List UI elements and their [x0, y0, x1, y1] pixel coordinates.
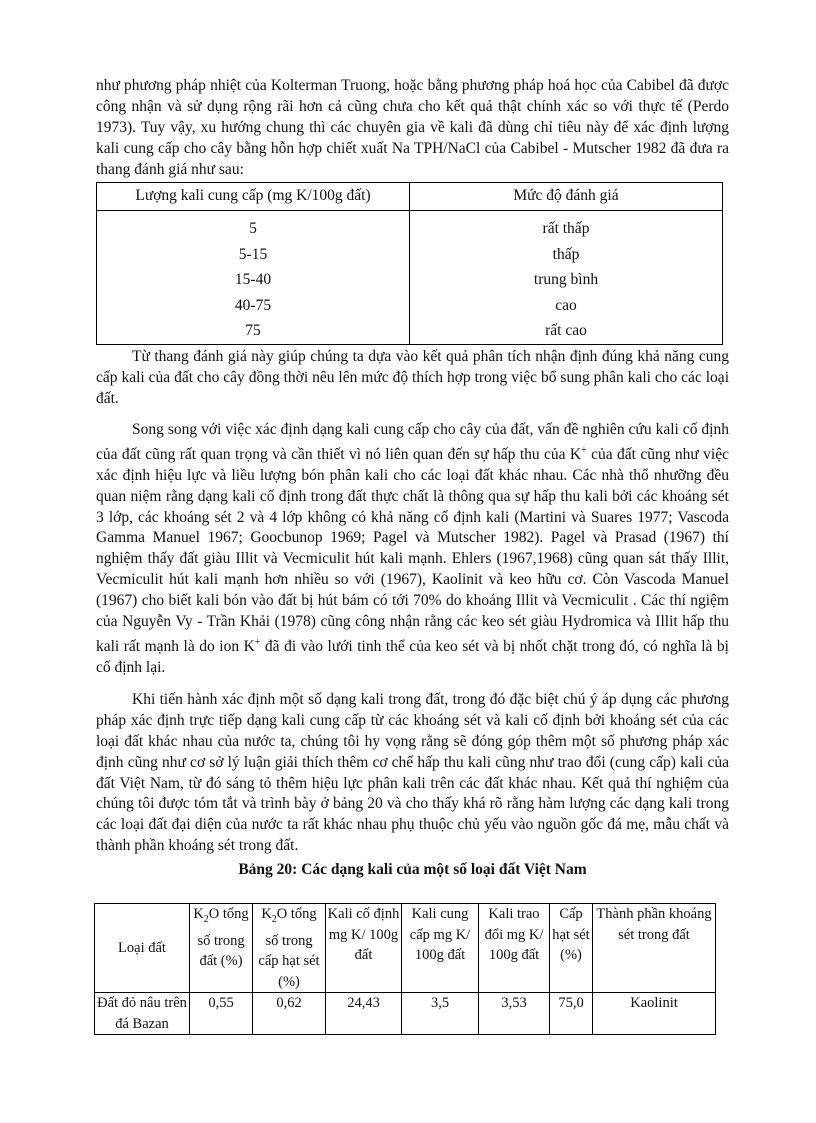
document-page [96, 76, 729, 1035]
table-row [97, 319, 723, 345]
table-header-row [95, 904, 716, 993]
scale-level: cao [410, 293, 723, 319]
header-k2o-total-clay [253, 904, 326, 993]
soil-type-cell: Đất đỏ nâu trên đá Bazan [95, 993, 190, 1035]
header-clay-mineral-composition: Thành phần khoáng sét trong đất [593, 904, 716, 993]
scale-amount: 5 [97, 210, 410, 242]
subscript-2: 2 [203, 914, 209, 926]
scale-amount: 40-75 [97, 293, 410, 319]
value-cell: 75,0 [550, 993, 593, 1035]
scale-amount: 15-40 [97, 268, 410, 294]
scale-amount: 75 [97, 319, 410, 345]
table-row [97, 293, 723, 319]
header-k2o-total-soil [190, 904, 253, 993]
value-cell: 24,43 [326, 993, 402, 1035]
header-fixed-potassium: Kali cố định mg K/ 100g đất [326, 904, 402, 993]
header-soil-type: Loại đất [95, 904, 190, 993]
table-row [97, 242, 723, 268]
table-row [97, 210, 723, 242]
paragraph-3-part-b: của đất cũng như việc xác định hiệu lực và liều lượng bón phân kali cho các loại đất khác nhau. Các nhà thổ nhưỡng đều quan niệm rằng dạng kali cố định trong đất thực chất là thông qua sự hấp thu kali bởi các khoáng sét 3 lớp, các khoáng sét 2 và 4 lớp không có khả năng cố định kali (Martini và Suares 1977; Vascoda Gamma Manuel 1967; Goocbunop 1969; Pagel và Mutscher 1982). Pagel và Prasad (1967) thí nghiệm thấy đất giàu Illit và Vecmiculit hút kali mạnh. Ehlers (1967,1968) cũng quan sát thấy Illit, Vecmiculit hút kali mạnh hơn nhiều so với (1967), Kaolinit và keo hữu cơ. Còn Vascoda Manuel (1967) cho biết kali bón vào đất bị hút bám có tới 70% do khoáng Illit và Vecmiculit . Các thí ngiệm của Nguyễn Vy - Trần Khải (1978) cũng công nhận rằng các keo sét giàu Hydromica và Illit hấp thu kali rất mạnh là do ion K [96, 445, 729, 656]
superscript-plus: + [254, 636, 261, 648]
scale-amount: 5-15 [97, 242, 410, 268]
scale-header-level: Mức độ đánh giá [410, 182, 723, 210]
paragraph-3-part-c: đã đi vào lưới tinh thể của keo sét và bị nhốt chặt trong đó, có nghĩa là bị cố định lại. [96, 638, 729, 677]
superscript-plus: + [581, 444, 587, 456]
potassium-scale-table [96, 182, 723, 346]
header-text: K [261, 906, 272, 923]
value-cell: 3,5 [402, 993, 479, 1035]
paragraph-3-part-a: Song song với việc xác định dạng kali cung cấp cho cây của đất, vấn đề nghiên cứu kali cố định của đất cũng rất quan trọng và cần thiết vì nó liên quan đến sự hấp thu của K [96, 420, 729, 463]
value-cell: 3,53 [479, 993, 550, 1035]
paragraph-2: Từ thang đánh giá này giúp chúng ta dựa vào kết quả phân tích nhận định đúng khả năng cung cấp kali của đất cho cây đồng thời nêu lên mức độ thích hợp trong việc bổ sung phân kali cho các loại đất. [96, 348, 729, 407]
mineral-cell: Kaolinit [593, 993, 716, 1035]
table-row [97, 268, 723, 294]
header-supplied-potassium: Kali cung cấp mg K/ 100g đất [402, 904, 479, 993]
value-cell: 0,62 [253, 993, 326, 1035]
scale-level: rất cao [410, 319, 723, 345]
scale-level: rất thấp [410, 210, 723, 242]
value-cell: 0,55 [190, 993, 253, 1035]
header-text: O tổng số trong đất (%) [197, 906, 249, 970]
scale-level: trung bình [410, 268, 723, 294]
header-text: O tổng số trong cấp hạt sét (%) [258, 906, 320, 990]
table-20-caption: Bảng 20: Các dạng kali của một số loại đất Việt Nam [238, 861, 587, 879]
paragraph-1: như phương pháp nhiệt của Kolterman Truong, hoặc bằng phương pháp hoá học của Cabibel đã được công nhận và sử dụng rộng rãi hơn cả cũng chưa cho kết quả thật chính xác so với thực tế (Perdo 1973). Tuy vậy, xu hướng chung thì các chuyên gia về kali đã dùng chỉ tiêu này để xác định lượng kali cung cấp cho cây bằng hỗn hợp chiết xuất Na TPH/NaCl của Cabibel - Mutscher 1982 đã đưa ra thang đánh giá như sau: [96, 77, 729, 178]
paragraph-3 [96, 420, 729, 679]
paragraph-4: Khi tiến hành xác định một số dạng kali trong đất, trong đó đặc biệt chú ý áp dụng các phương pháp xác định trực tiếp dạng kali cung cấp từ các khoáng sét và kali cố định bởi khoáng sét của các loại đất khác nhau của nước ta, chúng tôi hy vọng rằng sẽ đóng góp thêm một số phương pháp xác định cũng như cơ sở lý luận giải thích thêm cơ chế hấp thu kali cũng như trao đổi (cung cấp) kali của đất Việt Nam, từ đó sáng tỏ thêm hiệu lực phân kali trên các đất khác nhau. Kết quả thí nghiệm của chúng tôi được tóm tắt và trình bày ở bảng 20 và cho thấy khá rõ rằng hàm lượng các dạng kali trong các loại đất đại diện của nước ta rất khác nhau phụ thuộc chủ yếu vào nguồn gốc đá mẹ, mẫu chất và thành phần khoáng sét trong đất. [96, 690, 729, 855]
scale-level: thấp [410, 242, 723, 268]
table-row [95, 993, 716, 1035]
scale-header-amount: Lượng kali cung cấp (mg K/100g đất) [97, 182, 410, 210]
table-20 [94, 903, 716, 1035]
subscript-2: 2 [271, 914, 277, 926]
header-clay-fraction: Cấp hạt sét (%) [550, 904, 593, 993]
header-exchangeable-potassium: Kali trao đổi mg K/ 100g đất [479, 904, 550, 993]
header-text: K [193, 906, 204, 923]
